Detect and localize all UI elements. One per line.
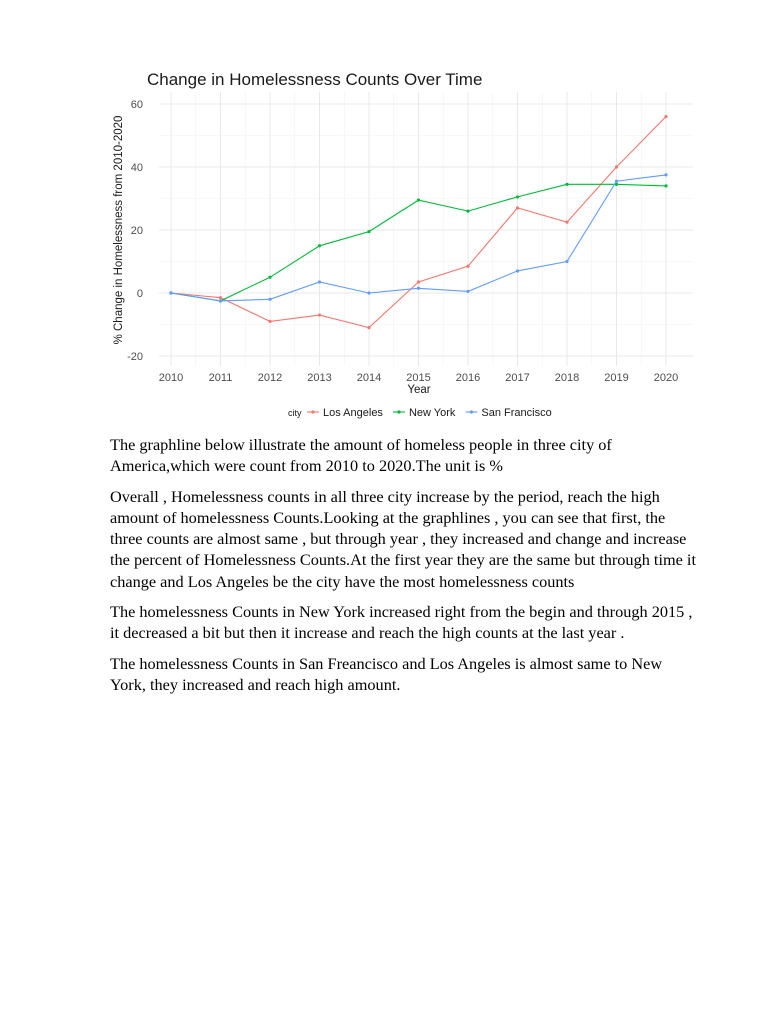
data-point-san-francisco (466, 290, 469, 293)
y-tick-label: 40 (130, 162, 143, 174)
data-point-san-francisco (169, 291, 172, 294)
data-point-los-angeles (318, 313, 321, 316)
x-tick-label: 2016 (455, 372, 481, 384)
y-tick-label: 60 (130, 99, 143, 111)
data-point-san-francisco (268, 298, 271, 301)
x-tick-label: 2010 (158, 372, 184, 384)
legend-key-point-los-angeles (311, 410, 314, 413)
legend-key-point-new-york (397, 410, 400, 413)
data-point-san-francisco (615, 180, 618, 183)
essay-text (110, 434, 700, 704)
data-point-san-francisco (219, 299, 222, 302)
data-point-los-angeles (516, 206, 519, 209)
data-point-los-angeles (664, 115, 667, 118)
data-point-san-francisco (664, 173, 667, 176)
data-point-los-angeles (268, 320, 271, 323)
data-point-new-york (417, 198, 420, 201)
data-point-san-francisco (565, 260, 568, 263)
data-point-san-francisco (318, 280, 321, 283)
x-tick-label: 2012 (257, 372, 283, 384)
legend-label-new-york: New York (408, 407, 456, 419)
data-point-san-francisco (367, 291, 370, 294)
y-axis-title: % Change in Homelessness from 2010-2020 (113, 115, 125, 345)
x-axis-ticks (159, 372, 678, 384)
paragraph-intro: The graphline below illustrate the amount of homeless people in three city of America,which were count from 2010 to 2020.The unit is % (110, 435, 612, 476)
legend-title: city (288, 408, 302, 418)
y-axis-ticks (127, 99, 143, 363)
x-tick-label: 2013 (307, 372, 332, 384)
data-point-new-york (516, 195, 519, 198)
data-point-los-angeles (565, 221, 568, 224)
x-tick-label: 2015 (406, 372, 431, 384)
y-tick-label: 0 (136, 288, 143, 300)
data-point-los-angeles (466, 265, 469, 268)
y-tick-label: -20 (127, 351, 143, 363)
data-point-los-angeles (219, 296, 222, 299)
data-point-new-york (466, 210, 469, 213)
x-tick-label: 2020 (653, 372, 679, 384)
paragraph-san-francisco-los-angeles: The homelessness Counts in San Freancisco and Los Angeles is almost same to New York, they increased and reach high amount. (110, 653, 663, 694)
data-point-san-francisco (516, 269, 519, 272)
x-axis-title: Year (407, 384, 431, 396)
legend-key-point-san-francisco (470, 410, 473, 413)
x-tick-label: 2011 (208, 372, 233, 384)
x-tick-label: 2017 (505, 372, 530, 384)
chart-gridlines (159, 92, 693, 366)
data-point-san-francisco (417, 287, 420, 290)
data-point-new-york (565, 183, 568, 186)
data-point-los-angeles (367, 326, 370, 329)
data-point-new-york (318, 244, 321, 247)
y-tick-label: 20 (130, 225, 143, 237)
legend-label-san-francisco: San Francisco (481, 407, 552, 419)
x-tick-label: 2019 (604, 372, 629, 384)
data-point-los-angeles (417, 280, 420, 283)
paragraph-new-york: The homelessness Counts in New York increased right from the begin and through 2015 , it decreased a bit but then it increase and reach the high counts at the last year . (110, 602, 693, 643)
x-tick-label: 2014 (356, 372, 382, 384)
x-tick-label: 2018 (554, 372, 580, 384)
line-chart-figure (100, 62, 710, 427)
chart-title: Change in Homelessness Counts Over Time (147, 70, 483, 89)
chart-legend (288, 407, 552, 419)
data-point-new-york (664, 184, 667, 187)
line-chart (100, 62, 710, 427)
paragraph-overview: Overall , Homelessness counts in all three city increase by the period, reach the high amount of homelessness Counts.Looking at the graphlines , you can see that first, the three counts are almost same , but through year , they increased and change and increase the percent of Homelessness Counts.At the first year they are the same but through time it change and Los Angeles be the city have the most homelessness counts (110, 486, 696, 591)
legend-label-los-angeles: Los Angeles (323, 407, 383, 419)
data-point-los-angeles (615, 165, 618, 168)
data-point-new-york (268, 276, 271, 279)
data-point-new-york (367, 230, 370, 233)
